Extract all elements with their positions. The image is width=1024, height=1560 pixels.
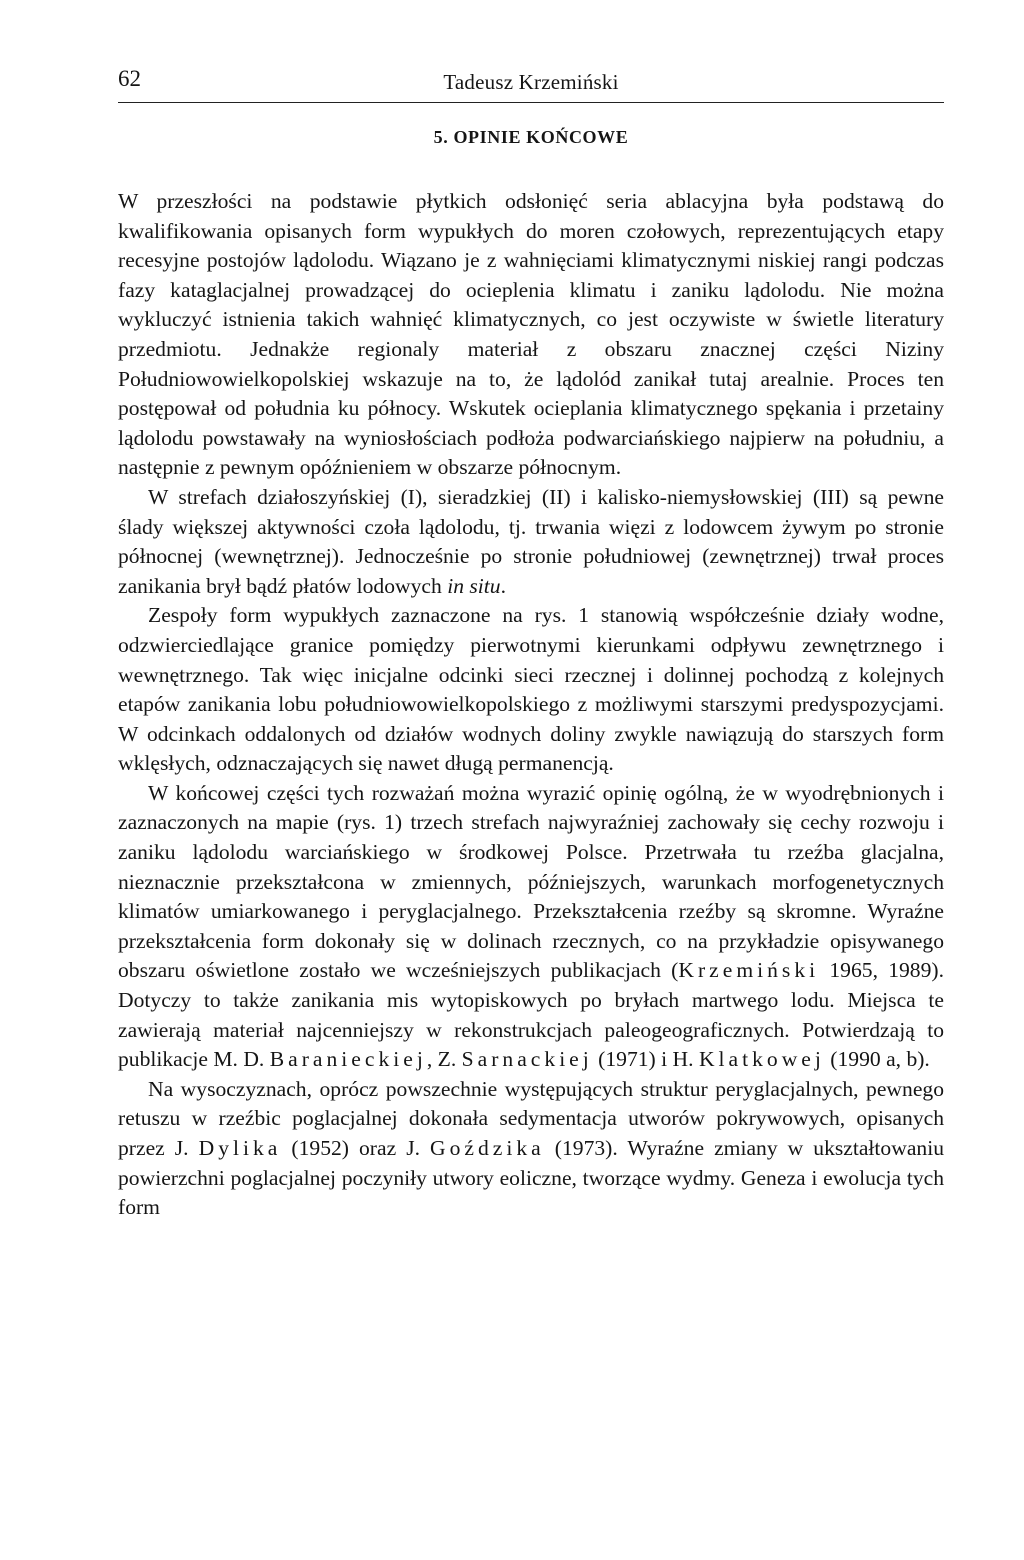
- author-name: Baranieckiej: [269, 1047, 427, 1072]
- paragraph-4-part-2: 1965, 1989). Dotyczy to także zanikania mis wytopiskowych po bryłach martwego lodu. Miejsca te zawierają materiał najcenniejszy w rekonstrukcjach paleogeograficznych. Potwierdzają to publikacje M. D.: [118, 958, 944, 1072]
- paragraph-1: W przeszłości na podstawie płytkich odsłonięć seria ablacyjna była podstawą do kwalifikowania opisanych form wypukłych do moren czołowych, reprezentujących etapy recesyjne postojów lądolodu. Wiązano je z wahnięciami klimatycznymi niskiej rangi podczas fazy kataglacjalnej prowadzącej do ocieplenia klimatu i zaniku lądolodu. Nie można wykluczyć istnienia takich wahnięć klimatycznych, co jest oczywiste w świetle literatury przedmiotu. Jednakże regionaly materiał z obszaru znacznej części Niziny Południowowielkopolskiej wskazuje na to, że lądolód zanikał tutaj arealnie. Proces ten postępował od południa ku północy. Wskutek ocieplania klimatycznego spękania i przetainy lądolodu powstawały na wyniosłościach podłoża podwarciańskiego najpierw na południu, a następnie z pewnym opóźnieniem w obszarze północnym.: [118, 189, 944, 480]
- page-number: 62: [118, 66, 141, 91]
- author-name: Klatkowej: [698, 1047, 825, 1072]
- paragraph-2-end: .: [500, 573, 507, 598]
- running-title: Tadeusz Krzemiński: [443, 70, 619, 94]
- body-text: [118, 187, 944, 1223]
- paragraph-5-part-1: Na wysoczyznach, oprócz powszechnie występujących struktur peryglacjalnych, pewnego retuszu w rzeźbic poglacjalnej dokonała sedymentacja utworów pokrywowych, opisanych przez J.: [118, 1076, 944, 1160]
- paragraph-4-part-3: , Z.: [426, 1047, 462, 1072]
- section-heading: 5. OPINIE KOŃCOWE: [433, 127, 629, 147]
- author-name: Dylika: [198, 1136, 282, 1160]
- paragraph-2-text: W strefach działoszyńskiej (I), sieradzkiej (II) i kalisko-niemysłowskiej (III) są pewne ślady większej aktywności czoła lądolodu, tj. trwania więzi z lodowcem żywym po stronie północnej (wewnętrznej). Jednocześnie po stronie południowej (zewnętrznej) trwał proces zanikania brył bądź płatów lodowych: [118, 484, 944, 598]
- paragraph-3: Zespoły form wypukłych zaznaczone na rys. 1 stanowią współcześnie działy wodne, odzwierciedlające granice pomiędzy pierwotnymi kierunkami odpływu zewnętrznego i wewnętrznego. Tak więc inicjalne odcinki sieci rzecznej i dolinnej pochodzą z kolejnych etapów zanikania lobu południowowielkopolskiego z możliwymi starszymi predyspozycjami. W odcinkach oddalonych od działów wodnych doliny zwykle nawiązują do starszych form wklęsłych, odznaczających się nawet długą permanencją.: [118, 603, 944, 776]
- running-header: [118, 58, 944, 103]
- paragraph-4-part-4: (1971) i H.: [592, 1047, 699, 1072]
- italic-term: in situ: [447, 573, 501, 598]
- document-page: [118, 58, 944, 1223]
- author-name: Sarnackiej: [461, 1047, 593, 1072]
- paragraph-4: [118, 779, 944, 1075]
- paragraph-5-part-2: (1952) oraz J.: [281, 1136, 431, 1160]
- paragraph-4-part-5: (1990 a, b).: [824, 1047, 930, 1072]
- author-name: Krzemiński: [678, 958, 820, 983]
- paragraph-2: [118, 483, 944, 601]
- author-name: Goździka: [430, 1136, 545, 1160]
- paragraph-5: [118, 1075, 944, 1223]
- paragraph-4-part-1: W końcowej części tych rozważań można wyrazić opinię ogólną, że w wyodrębnionych i zaznaczonych na mapie (rys. 1) trzech strefach najwyraźniej zachowały się cechy rozwoju i zaniku lądolodu warciańskiego w środkowej Polsce. Przetrwała tu rzeźba glacjalna, nieznacznie przekształcona w zmiennych, późniejszych, warunkach morfogenetycznych klimatów umiarkowanego i peryglacjalnego. Przekształcenia rzeźby są skromne. Wyraźne przekształcenia form dokonały się w dolinach rzecznych, co na przykładzie opisywanego obszaru oświetlone zostało we wcześniejszych publikacjach (: [118, 780, 944, 983]
- paragraph-5-part-3: (1973). Wyraźne zmiany w ukształtowaniu powierzchni poglacjalnej poczyniły utwory eoliczne, tworzące wydmy. Geneza i ewolucja tych form: [118, 1136, 945, 1220]
